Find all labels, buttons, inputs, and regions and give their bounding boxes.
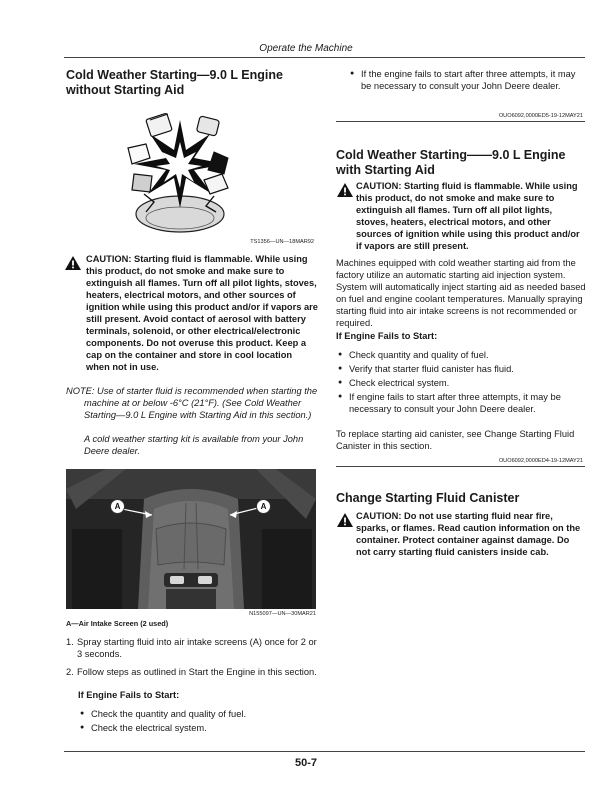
header-rule: [64, 57, 585, 58]
list-item: ● Check electrical system.: [338, 377, 586, 389]
fails-to-start-list-2: [338, 349, 586, 415]
step-1: 1. Spray starting fluid into air intake screens (A) once for 2 or 3 seconds.: [66, 637, 317, 659]
note-starter-fluid: NOTE: Use of starter fluid is recommended when starting the machine at or below -6°C (21°F). (See Cold Weather Starting—9.0 L Engine with Starting Aid in this section.): [66, 386, 318, 420]
section-heading-change-canister: Change Starting Fluid Canister: [336, 491, 520, 505]
list-item: ● Verify that starter fluid canister has fluid.: [338, 363, 586, 375]
warning-triangle-icon: [64, 255, 82, 271]
top-bullet-list: [350, 68, 586, 92]
page-header-title: Operate the Machine: [259, 43, 353, 54]
list-item: ● Check quantity and quality of fuel.: [338, 349, 586, 361]
sub-heading-engine-fails: If Engine Fails to Start:: [78, 690, 180, 700]
procedure-steps: [66, 636, 318, 678]
warning-triangle-icon: [336, 512, 354, 528]
reference-code-1: OUO6092,0000ED5-19-12MAY21: [498, 113, 583, 119]
figure2-caption: A—Air Intake Screen (2 used): [66, 619, 169, 628]
section-rule-2: [336, 466, 585, 467]
warning-triangle-icon: [336, 182, 354, 198]
sub-heading-engine-fails-2: If Engine Fails to Start:: [336, 331, 438, 341]
starting-aid-paragraph: Machines equipped with cold weather starting aid from the factory utilize an automatic starting aid injection system. System will automatically inject starting aid as needed based on fuel and engine coolant temperatures. Manually spraying starting fluid into air intake screens is not recommended or required.: [336, 258, 586, 328]
reference-code-2: OUO6092,0000ED4-19-12MAY21: [498, 458, 583, 464]
callout-a-left: A: [110, 499, 125, 514]
list-item: ● If engine fails to start after three attempts, it may be necessary to consult your John Deere dealer.: [338, 391, 586, 415]
callout-a-right: A: [256, 499, 271, 514]
flammable-starting-fluid-illustration: [124, 108, 236, 238]
step-2: 2. Follow steps as outlined in Start the Engine in this section.: [66, 667, 317, 677]
footer-rule: [64, 751, 585, 752]
note-cold-weather-kit: A cold weather starting kit is available from your John Deere dealer.: [84, 434, 304, 456]
air-intake-screens-photo: [66, 469, 316, 609]
list-item: ● Check the electrical system.: [80, 722, 318, 734]
list-item: ● Check the quantity and quality of fuel.: [80, 708, 318, 720]
figure1-reference: TS1356—UN—18MAR92: [250, 239, 314, 245]
figure2-reference: N155097—UN—30MAR21: [249, 611, 316, 617]
caution-canister-text: CAUTION: Do not use starting fluid near fire, sparks, or flames. Read caution information on the container. Protect container against damage. Do not carry starting fluid canisters inside cab.: [356, 511, 581, 557]
list-item: ● If the engine fails to start after three attempts, it may be necessary to consult your John Deere dealer.: [350, 68, 586, 92]
page-number: 50-7: [294, 757, 318, 769]
section-heading-with-starting-aid: Cold Weather Starting——9.0 L Engine with Starting Aid: [336, 148, 566, 177]
fails-to-start-list: [80, 708, 318, 734]
replace-canister-paragraph: To replace starting aid canister, see Change Starting Fluid Canister in this section.: [336, 429, 575, 451]
section-rule-1: [336, 121, 585, 122]
caution-flammable-text: CAUTION: Starting fluid is flammable. While using this product, do not smoke and make sure to extinguish all flames. Turn off all pilot lights, stoves, heaters, electrical motors, and other sources of ignition while using this product and/or if vapors are still present. Avoid contact of aerosol with battery terminals, solenoid, or other electrical/electronic components. Do not overuse this product. Keep a cap on the container and store in cool location when not in use.: [86, 254, 318, 372]
caution-flammable-text-2: CAUTION: Starting fluid is flammable. While using this product, do not smoke and make sure to extinguish all flames. Turn off all pilot lights, stoves, heaters, electrical motors, and other sources of ignition while using this product and/or if vapors are still present.: [356, 181, 580, 251]
section-heading-without-starting-aid: Cold Weather Starting—9.0 L Engine without Starting Aid: [66, 68, 283, 97]
